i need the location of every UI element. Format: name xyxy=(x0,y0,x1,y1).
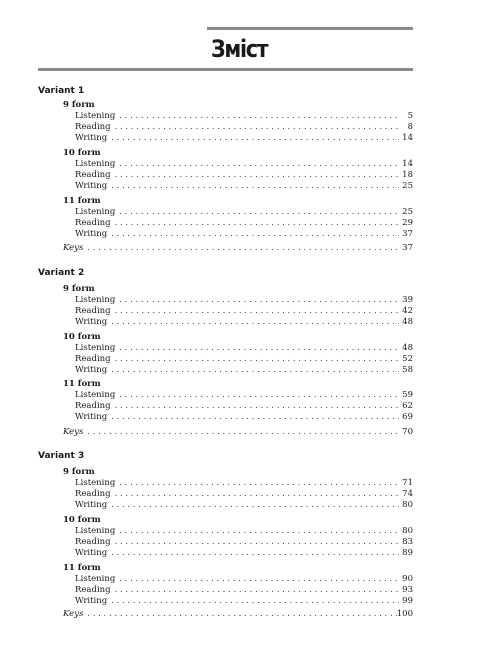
entry-page: 5 xyxy=(407,111,413,121)
entry-label: Reading xyxy=(75,218,111,228)
entry-label: Writing xyxy=(75,133,108,143)
entry-page: 74 xyxy=(402,489,413,499)
dot-leader xyxy=(107,317,399,328)
variant-heading: Variant 2 xyxy=(38,268,85,278)
entry-page: 18 xyxy=(402,170,413,180)
dot-leader xyxy=(115,295,399,306)
form-heading: 11 form xyxy=(63,379,101,389)
entry-page: 25 xyxy=(402,181,413,191)
toc-entry[interactable] xyxy=(75,526,413,537)
entry-label: Writing xyxy=(75,365,108,375)
dot-leader xyxy=(107,500,399,511)
toc-entry[interactable] xyxy=(75,181,413,192)
toc-entry[interactable] xyxy=(75,548,413,559)
dot-leader xyxy=(111,489,399,500)
form-heading: 11 form xyxy=(63,196,101,206)
toc-entry[interactable] xyxy=(75,489,413,500)
form-heading: 9 form xyxy=(63,100,95,110)
entry-label: Writing xyxy=(75,548,108,558)
dot-leader xyxy=(111,354,399,365)
entry-page: 99 xyxy=(402,596,413,606)
entry-label: Reading xyxy=(75,585,111,595)
entry-page: 69 xyxy=(402,412,413,422)
toc-entry-keys[interactable] xyxy=(63,609,413,620)
toc-entry[interactable] xyxy=(75,317,413,328)
toc-entry[interactable] xyxy=(75,537,413,548)
entry-label: Writing xyxy=(75,181,108,191)
entry-label: Writing xyxy=(75,412,108,422)
toc-entry[interactable] xyxy=(75,390,413,401)
dot-leader xyxy=(111,306,399,317)
entry-page: 48 xyxy=(402,317,413,327)
entry-label: Writing xyxy=(75,596,108,606)
keys-label: Keys xyxy=(63,609,84,619)
variant-heading: Variant 3 xyxy=(38,451,85,461)
dot-leader xyxy=(111,401,399,412)
dot-leader xyxy=(107,229,399,240)
entry-label: Reading xyxy=(75,122,111,132)
entry-page: 39 xyxy=(402,295,413,305)
keys-label: Keys xyxy=(63,427,84,437)
toc-entry[interactable] xyxy=(75,478,413,489)
entry-page: 59 xyxy=(402,390,413,400)
dot-leader xyxy=(115,111,399,122)
toc-entry[interactable] xyxy=(75,111,413,122)
toc-entry[interactable] xyxy=(75,306,413,317)
form-heading: 9 form xyxy=(63,284,95,294)
toc-entry[interactable] xyxy=(75,207,413,218)
toc-entry[interactable] xyxy=(75,585,413,596)
title-rule-bottom xyxy=(38,68,413,71)
toc-entry[interactable] xyxy=(75,596,413,607)
entry-label: Reading xyxy=(75,306,111,316)
entry-page: 37 xyxy=(402,243,413,253)
entry-label: Writing xyxy=(75,317,108,327)
toc-entry-keys[interactable] xyxy=(63,243,413,254)
dot-leader xyxy=(83,243,399,254)
entry-page: 93 xyxy=(402,585,413,595)
entry-page: 70 xyxy=(402,427,413,437)
entry-label: Listening xyxy=(75,207,116,217)
toc-entry[interactable] xyxy=(75,343,413,354)
dot-leader xyxy=(83,609,396,620)
dot-leader xyxy=(111,537,399,548)
dot-leader xyxy=(107,133,399,144)
dot-leader xyxy=(107,596,399,607)
entry-page: 37 xyxy=(402,229,413,239)
entry-label: Listening xyxy=(75,343,116,353)
entry-label: Reading xyxy=(75,170,111,180)
entry-page: 71 xyxy=(402,478,413,488)
dot-leader xyxy=(115,478,399,489)
toc-entry[interactable] xyxy=(75,401,413,412)
page-title: Зміст xyxy=(211,35,268,63)
entry-label: Listening xyxy=(75,574,116,584)
entry-label: Writing xyxy=(75,500,108,510)
entry-label: Reading xyxy=(75,354,111,364)
dot-leader xyxy=(107,181,399,192)
entry-label: Listening xyxy=(75,526,116,536)
entry-page: 58 xyxy=(402,365,413,375)
entry-page: 25 xyxy=(402,207,413,217)
dot-leader xyxy=(111,585,399,596)
toc-entry[interactable] xyxy=(75,229,413,240)
dot-leader xyxy=(111,170,399,181)
dot-leader xyxy=(115,390,399,401)
dot-leader xyxy=(115,526,399,537)
dot-leader xyxy=(111,218,399,229)
toc-entry[interactable] xyxy=(75,159,413,170)
dot-leader xyxy=(115,159,399,170)
toc-entry[interactable] xyxy=(75,574,413,585)
dot-leader xyxy=(83,427,399,438)
entry-page: 100 xyxy=(396,609,413,619)
toc-entry[interactable] xyxy=(75,365,413,376)
title-rule-top xyxy=(207,27,413,30)
toc-entry[interactable] xyxy=(75,500,413,511)
dot-leader xyxy=(115,343,399,354)
entry-page: 83 xyxy=(402,537,413,547)
entry-page: 14 xyxy=(402,159,413,169)
entry-page: 52 xyxy=(402,354,413,364)
form-heading: 10 form xyxy=(63,332,101,342)
entry-label: Reading xyxy=(75,401,111,411)
entry-label: Listening xyxy=(75,478,116,488)
toc-entry[interactable] xyxy=(75,133,413,144)
dot-leader xyxy=(107,412,399,423)
entry-page: 29 xyxy=(402,218,413,228)
toc-entry[interactable] xyxy=(75,354,413,365)
entry-page: 90 xyxy=(402,574,413,584)
form-heading: 9 form xyxy=(63,467,95,477)
entry-page: 42 xyxy=(402,306,413,316)
dot-leader xyxy=(107,365,399,376)
entry-label: Listening xyxy=(75,111,116,121)
entry-page: 80 xyxy=(402,526,413,536)
entry-label: Reading xyxy=(75,489,111,499)
dot-leader xyxy=(111,122,399,133)
toc-entry[interactable] xyxy=(75,295,413,306)
toc-entry[interactable] xyxy=(75,218,413,229)
entry-page: 14 xyxy=(402,133,413,143)
entry-label: Listening xyxy=(75,159,116,169)
entry-label: Reading xyxy=(75,537,111,547)
toc-entry[interactable] xyxy=(75,170,413,181)
toc-entry[interactable] xyxy=(75,122,413,133)
form-heading: 10 form xyxy=(63,148,101,158)
form-heading: 10 form xyxy=(63,515,101,525)
entry-page: 80 xyxy=(402,500,413,510)
variant-heading: Variant 1 xyxy=(38,86,85,96)
dot-leader xyxy=(115,207,399,218)
entry-page: 48 xyxy=(402,343,413,353)
entry-page: 8 xyxy=(407,122,413,132)
entry-label: Listening xyxy=(75,390,116,400)
form-heading: 11 form xyxy=(63,563,101,573)
entry-page: 62 xyxy=(402,401,413,411)
dot-leader xyxy=(115,574,399,585)
entry-label: Writing xyxy=(75,229,108,239)
toc-entry-keys[interactable] xyxy=(63,427,413,438)
entry-label: Listening xyxy=(75,295,116,305)
dot-leader xyxy=(107,548,399,559)
toc-entry[interactable] xyxy=(75,412,413,423)
entry-page: 89 xyxy=(402,548,413,558)
keys-label: Keys xyxy=(63,243,84,253)
